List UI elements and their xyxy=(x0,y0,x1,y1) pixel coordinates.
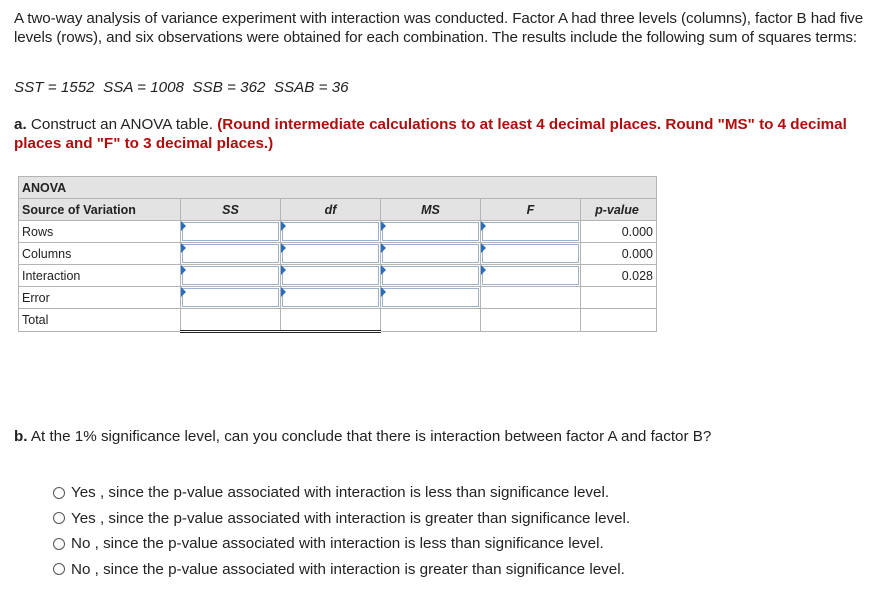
interaction-f-input[interactable] xyxy=(482,266,579,285)
columns-df-input[interactable] xyxy=(282,244,379,263)
radio-button[interactable] xyxy=(53,538,65,550)
rows-df-input[interactable] xyxy=(282,222,379,241)
error-ms-input[interactable] xyxy=(382,288,479,307)
row-label-columns: Columns xyxy=(19,243,181,265)
interaction-df-input[interactable] xyxy=(282,266,379,285)
choice-label[interactable]: No , since the p-value associated with interaction is greater than significance level. xyxy=(71,560,625,578)
total-df-cell xyxy=(281,309,381,332)
total-f-empty xyxy=(481,309,581,332)
part-a-label: a. xyxy=(14,116,27,133)
problem-intro: A two-way analysis of variance experiment with interaction was conducted. Factor A had three levels (columns), factor B had five levels (rows), and six observations were obtained for each combination. The results include the following sum of squares terms: xyxy=(14,10,864,46)
interaction-p-value: 0.028 xyxy=(581,265,657,287)
columns-ms-input[interactable] xyxy=(382,244,479,263)
rows-f-input[interactable] xyxy=(482,222,579,241)
interaction-ss-input[interactable] xyxy=(182,266,279,285)
rows-p-value: 0.000 xyxy=(581,221,657,243)
table-row xyxy=(19,287,657,309)
choice-option[interactable] xyxy=(53,506,630,532)
error-f-empty xyxy=(481,287,581,309)
choice-label[interactable]: No , since the p-value associated with interaction is less than significance level. xyxy=(71,535,604,553)
rounding-instruction: (Round intermediate calculations to at least 4 decimal places. Round "MS" to 4 decimal places and "F" to 3 decimal places.) xyxy=(14,116,847,152)
header-source: Source of Variation xyxy=(19,199,181,221)
radio-button[interactable] xyxy=(53,512,65,524)
choice-label[interactable]: Yes , since the p-value associated with interaction is greater than significance level. xyxy=(71,509,631,527)
rows-ms-input[interactable] xyxy=(382,222,479,241)
header-df: df xyxy=(281,199,381,221)
sum-of-squares-terms: SST = 1552 SSA = 1008 SSB = 362 SSAB = 36 xyxy=(14,79,349,96)
total-p-value xyxy=(581,309,657,332)
rows-ss-input[interactable] xyxy=(182,222,279,241)
part-b-question: At the 1% significance level, can you conclude that there is interaction between factor A and factor B? xyxy=(30,428,712,445)
columns-p-value: 0.000 xyxy=(581,243,657,265)
columns-ss-input[interactable] xyxy=(182,244,279,263)
interaction-ms-input[interactable] xyxy=(382,266,479,285)
row-label-error: Error xyxy=(19,287,181,309)
part-b-label: b. xyxy=(14,428,28,445)
choice-option[interactable] xyxy=(53,480,630,506)
error-df-input[interactable] xyxy=(282,288,379,307)
part-a-text: Construct an ANOVA table. xyxy=(30,116,213,133)
header-ms: MS xyxy=(381,199,481,221)
row-label-interaction: Interaction xyxy=(19,265,181,287)
choice-option[interactable] xyxy=(53,557,630,583)
error-p-value xyxy=(581,287,657,309)
part-b-prompt xyxy=(14,428,711,445)
radio-button[interactable] xyxy=(53,563,65,575)
table-row xyxy=(19,265,657,287)
table-row xyxy=(19,243,657,265)
choice-label[interactable]: Yes , since the p-value associated with interaction is less than significance level. xyxy=(71,484,610,502)
columns-f-input[interactable] xyxy=(482,244,579,263)
anova-table xyxy=(18,176,657,333)
row-label-rows: Rows xyxy=(19,221,181,243)
answer-choices xyxy=(53,480,630,582)
total-ms-empty xyxy=(381,309,481,332)
row-label-total: Total xyxy=(19,309,181,332)
radio-button[interactable] xyxy=(53,487,65,499)
table-row xyxy=(19,221,657,243)
choice-option[interactable] xyxy=(53,531,630,557)
header-ss: SS xyxy=(181,199,281,221)
error-ss-input[interactable] xyxy=(182,288,279,307)
table-row xyxy=(19,309,657,332)
table-title: ANOVA xyxy=(19,177,657,199)
header-f: F xyxy=(481,199,581,221)
header-p-value: p-value xyxy=(581,199,657,221)
total-ss-cell xyxy=(181,309,281,332)
part-a-prompt xyxy=(14,115,874,153)
